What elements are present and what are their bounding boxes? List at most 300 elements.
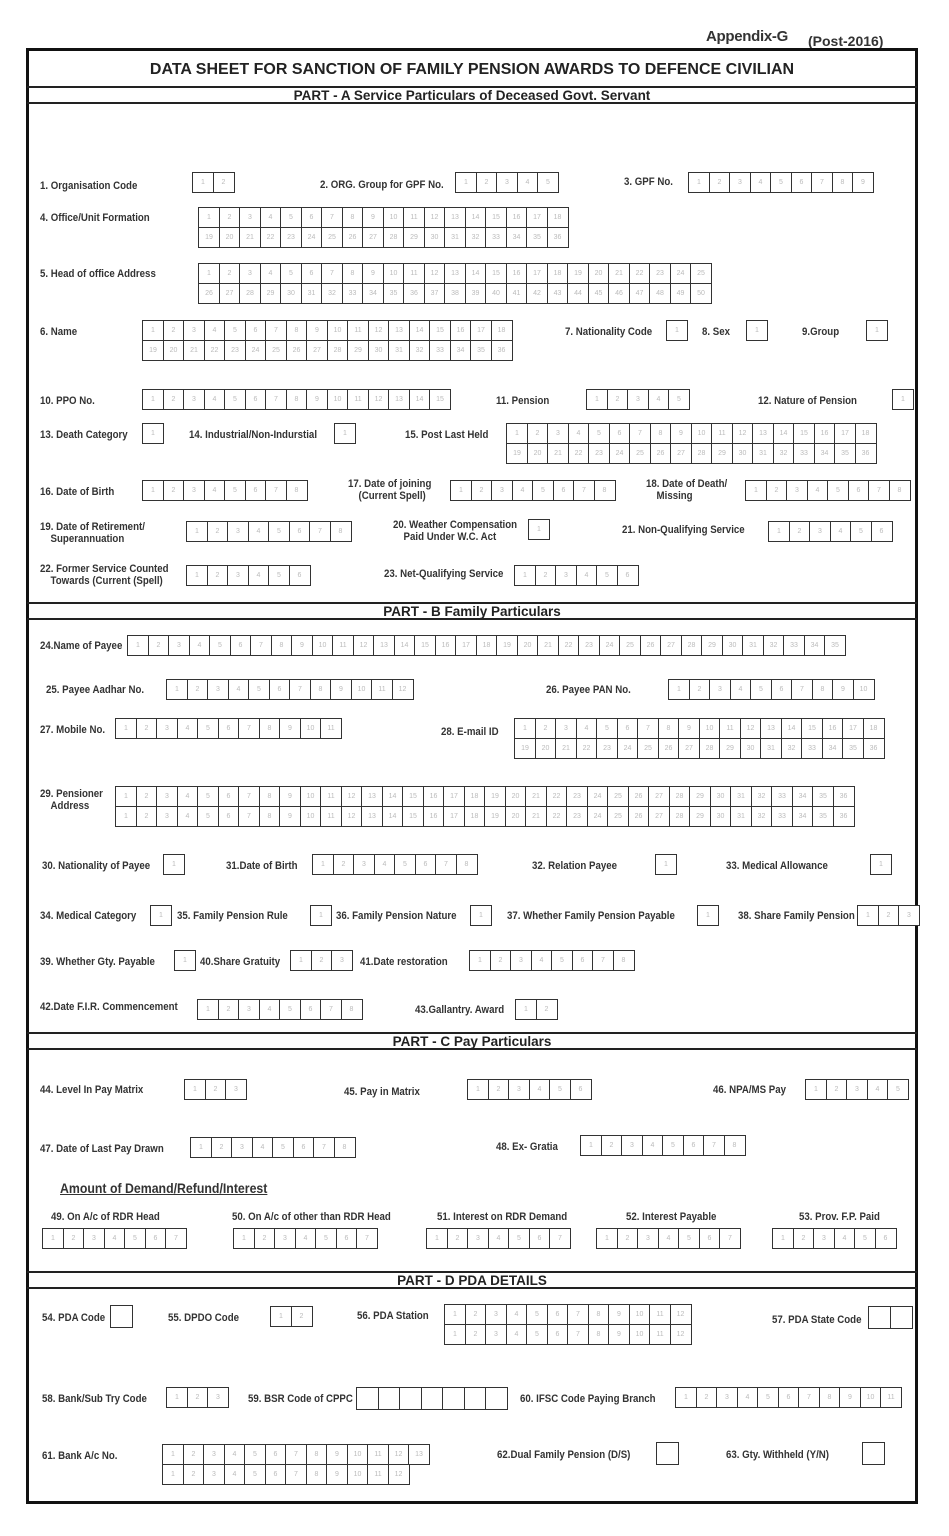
char-box[interactable]: 32 — [409, 340, 431, 361]
field-input-f25[interactable] — [166, 679, 412, 699]
char-box[interactable]: 17 — [443, 806, 465, 827]
char-box[interactable]: 1 — [184, 1079, 206, 1100]
char-box[interactable]: 2 — [136, 806, 158, 827]
char-box[interactable]: 47 — [629, 283, 651, 304]
field-input-f8[interactable] — [746, 320, 767, 340]
char-box[interactable]: 32 — [751, 786, 773, 807]
char-box[interactable]: 26 — [650, 443, 672, 464]
char-box[interactable]: 1 — [127, 635, 149, 656]
char-box[interactable]: 40 — [485, 283, 507, 304]
char-box[interactable]: 5 — [315, 1228, 337, 1249]
char-box[interactable]: 17 — [526, 263, 548, 284]
field-input-f13[interactable] — [142, 423, 163, 443]
char-box[interactable]: 8 — [658, 718, 680, 739]
char-box[interactable]: 14 — [409, 320, 431, 341]
char-box[interactable]: 25 — [265, 340, 287, 361]
char-box[interactable]: 1 — [857, 905, 879, 926]
char-box[interactable]: 6 — [289, 521, 311, 542]
char-box[interactable]: 7 — [549, 1228, 571, 1249]
char-box[interactable]: 7 — [289, 679, 311, 700]
char-box[interactable]: 28 — [383, 227, 405, 248]
char-box[interactable]: 24 — [301, 227, 323, 248]
char-box[interactable]: 10 — [300, 786, 322, 807]
field-input-f27[interactable] — [115, 718, 341, 738]
char-box[interactable]: 2 — [187, 1387, 209, 1408]
char-box[interactable]: 23 — [566, 786, 588, 807]
char-box[interactable]: 9 — [326, 1444, 348, 1465]
char-box[interactable]: 6 — [529, 1228, 551, 1249]
char-box[interactable]: 9 — [279, 786, 301, 807]
char-box[interactable]: 10 — [860, 1387, 882, 1408]
char-box[interactable]: 8 — [889, 480, 911, 501]
char-box[interactable]: 1 — [142, 423, 164, 444]
char-box[interactable]: 4 — [506, 1304, 528, 1325]
char-box[interactable]: 26 — [640, 635, 662, 656]
char-box[interactable]: 8 — [286, 389, 308, 410]
char-box[interactable]: 4 — [576, 718, 598, 739]
char-box[interactable]: 9 — [832, 679, 854, 700]
field-input-f54[interactable] — [110, 1305, 132, 1327]
char-box[interactable]: 11 — [320, 806, 342, 827]
char-box[interactable]: 29 — [719, 738, 741, 759]
char-box[interactable]: 2 — [207, 565, 229, 586]
char-box[interactable]: 11 — [320, 718, 342, 739]
char-box[interactable]: 2 — [183, 1444, 205, 1465]
char-box[interactable]: 2 — [471, 480, 493, 501]
char-box[interactable]: 35 — [834, 443, 856, 464]
char-box[interactable]: 6 — [547, 1324, 569, 1345]
char-box[interactable]: 2 — [163, 320, 185, 341]
char-box[interactable]: 14 — [409, 389, 431, 410]
char-box[interactable]: 3 — [207, 1387, 229, 1408]
char-box[interactable]: 22 — [568, 443, 590, 464]
char-box[interactable]: 9 — [852, 172, 874, 193]
char-box[interactable]: 26 — [628, 786, 650, 807]
char-box[interactable]: 22 — [629, 263, 651, 284]
char-box[interactable]: 36 — [833, 786, 855, 807]
char-box[interactable]: 13 — [752, 423, 774, 444]
char-box[interactable]: 12 — [388, 1464, 410, 1485]
char-box[interactable]: 6 — [570, 1079, 592, 1100]
char-box[interactable]: 4 — [488, 1228, 510, 1249]
char-box[interactable]: 19 — [506, 443, 528, 464]
char-box[interactable]: 17 — [842, 718, 864, 739]
char-box[interactable]: 3 — [225, 1079, 247, 1100]
char-box[interactable]: 9 — [306, 320, 328, 341]
char-box[interactable]: 8 — [259, 786, 281, 807]
char-box[interactable]: 3 — [207, 679, 229, 700]
char-box[interactable]: 4 — [224, 1464, 246, 1485]
char-box[interactable]: 11 — [347, 389, 369, 410]
char-box[interactable]: 6 — [145, 1228, 167, 1249]
field-input-f17[interactable] — [450, 480, 614, 500]
char-box[interactable]: 31 — [730, 786, 752, 807]
char-box[interactable]: 20 — [588, 263, 610, 284]
field-input-f6[interactable] — [142, 320, 511, 359]
char-box[interactable]: 9 — [670, 423, 692, 444]
char-box[interactable]: 5 — [596, 718, 618, 739]
char-box[interactable]: 1 — [745, 480, 767, 501]
char-box[interactable]: 25 — [690, 263, 712, 284]
char-box[interactable]: 2 — [535, 718, 557, 739]
char-box[interactable]: 35 — [526, 227, 548, 248]
char-box[interactable]: 13 — [388, 320, 410, 341]
char-box[interactable]: 11 — [649, 1324, 671, 1345]
char-box[interactable]: 4 — [189, 635, 211, 656]
char-box[interactable]: 31 — [730, 806, 752, 827]
char-box[interactable]: 1 — [675, 1387, 697, 1408]
char-box[interactable]: 7 — [238, 718, 260, 739]
char-box[interactable]: 32 — [773, 443, 795, 464]
char-box[interactable]: 5 — [537, 172, 559, 193]
char-box[interactable]: 22 — [558, 635, 580, 656]
char-box[interactable]: 1 — [668, 679, 690, 700]
char-box[interactable]: 3 — [496, 172, 518, 193]
char-box[interactable]: 4 — [750, 172, 772, 193]
char-box[interactable]: 5 — [678, 1228, 700, 1249]
char-box[interactable]: 12 — [670, 1304, 692, 1325]
char-box[interactable]: 3 — [156, 806, 178, 827]
char-box[interactable]: 4 — [248, 521, 270, 542]
char-box[interactable]: 30 — [722, 635, 744, 656]
char-box[interactable]: 1 — [892, 389, 914, 410]
char-box[interactable]: 13 — [361, 786, 383, 807]
char-box[interactable] — [399, 1387, 422, 1410]
char-box[interactable]: 4 — [374, 854, 396, 875]
char-box[interactable]: 27 — [660, 635, 682, 656]
char-box[interactable]: 5 — [551, 950, 573, 971]
char-box[interactable]: 1 — [515, 999, 537, 1020]
char-box[interactable]: 31 — [444, 227, 466, 248]
char-box[interactable]: 3 — [786, 480, 808, 501]
char-box[interactable]: 2 — [696, 1387, 718, 1408]
char-box[interactable]: 6 — [301, 263, 323, 284]
char-box[interactable]: 16 — [506, 263, 528, 284]
char-box[interactable] — [421, 1387, 444, 1410]
char-box[interactable]: 1 — [746, 320, 768, 341]
char-box[interactable]: 7 — [703, 1135, 725, 1156]
char-box[interactable]: 17 — [455, 635, 477, 656]
char-box[interactable]: 16 — [450, 320, 472, 341]
char-box[interactable]: 8 — [588, 1324, 610, 1345]
char-box[interactable]: 12 — [670, 1324, 692, 1345]
char-box[interactable]: 3 — [637, 1228, 659, 1249]
char-box[interactable]: 8 — [456, 854, 478, 875]
char-box[interactable]: 10 — [629, 1304, 651, 1325]
char-box[interactable]: 10 — [300, 718, 322, 739]
char-box[interactable]: 35 — [470, 340, 492, 361]
char-box[interactable]: 1 — [166, 679, 188, 700]
char-box[interactable]: 1 — [688, 172, 710, 193]
char-box[interactable]: 15 — [485, 263, 507, 284]
field-input-f59[interactable] — [356, 1387, 507, 1409]
char-box[interactable]: 3 — [709, 679, 731, 700]
char-box[interactable]: 15 — [801, 718, 823, 739]
char-box[interactable]: 9 — [330, 679, 352, 700]
char-box[interactable]: 20 — [527, 443, 549, 464]
char-box[interactable]: 4 — [177, 786, 199, 807]
field-input-f14[interactable] — [334, 423, 355, 443]
char-box[interactable]: 3 — [547, 423, 569, 444]
char-box[interactable]: 32 — [751, 806, 773, 827]
char-box[interactable]: 35 — [824, 635, 846, 656]
char-box[interactable]: 39 — [465, 283, 487, 304]
char-box[interactable]: 36 — [403, 283, 425, 304]
char-box[interactable]: 21 — [608, 263, 630, 284]
char-box[interactable]: 33 — [429, 340, 451, 361]
char-box[interactable]: 1 — [426, 1228, 448, 1249]
char-box[interactable]: 5 — [757, 1387, 779, 1408]
char-box[interactable]: 16 — [435, 635, 457, 656]
char-box[interactable]: 4 — [834, 1228, 856, 1249]
char-box[interactable]: 46 — [608, 283, 630, 304]
char-box[interactable]: 32 — [763, 635, 785, 656]
char-box[interactable]: 11 — [403, 207, 425, 228]
char-box[interactable]: 7 — [592, 950, 614, 971]
char-box[interactable]: 1 — [198, 207, 220, 228]
char-box[interactable]: 5 — [850, 521, 872, 542]
char-box[interactable]: 22 — [546, 806, 568, 827]
char-box[interactable]: 11 — [403, 263, 425, 284]
char-box[interactable]: 1 — [142, 320, 164, 341]
char-box[interactable]: 5 — [248, 679, 270, 700]
char-box[interactable]: 3 — [621, 1135, 643, 1156]
field-input-f42[interactable] — [197, 999, 361, 1019]
field-input-f22[interactable] — [186, 565, 309, 585]
char-box[interactable]: 12 — [341, 786, 363, 807]
field-input-f49[interactable] — [42, 1228, 186, 1248]
char-box[interactable]: 20 — [505, 786, 527, 807]
char-box[interactable]: 5 — [526, 1324, 548, 1345]
char-box[interactable]: 6 — [771, 679, 793, 700]
char-box[interactable]: 1 — [666, 320, 688, 341]
char-box[interactable]: 4 — [224, 1444, 246, 1465]
char-box[interactable]: 1 — [772, 1228, 794, 1249]
char-box[interactable]: 32 — [465, 227, 487, 248]
char-box[interactable]: 6 — [609, 423, 631, 444]
field-input-f51[interactable] — [426, 1228, 570, 1248]
char-box[interactable]: 13 — [373, 635, 395, 656]
char-box[interactable]: 33 — [485, 227, 507, 248]
char-box[interactable]: 2 — [488, 1079, 510, 1100]
char-box[interactable]: 4 — [506, 1324, 528, 1345]
field-input-f3[interactable] — [688, 172, 873, 192]
char-box[interactable]: 6 — [415, 854, 437, 875]
field-input-f9[interactable] — [866, 320, 887, 340]
char-box[interactable]: 7 — [285, 1464, 307, 1485]
char-box[interactable]: 15 — [402, 806, 424, 827]
char-box[interactable]: 30 — [368, 340, 390, 361]
char-box[interactable]: 7 — [285, 1444, 307, 1465]
char-box[interactable]: 5 — [124, 1228, 146, 1249]
char-box[interactable]: 27 — [670, 443, 692, 464]
char-box[interactable]: 2 — [219, 207, 241, 228]
char-box[interactable]: 34 — [822, 738, 844, 759]
char-box[interactable]: 31 — [742, 635, 764, 656]
char-box[interactable]: 22 — [546, 786, 568, 807]
char-box[interactable]: 12 — [732, 423, 754, 444]
char-box[interactable]: 26 — [658, 738, 680, 759]
field-input-f48[interactable] — [580, 1135, 744, 1155]
char-box[interactable]: 13 — [408, 1444, 430, 1465]
char-box[interactable]: 25 — [629, 443, 651, 464]
char-box[interactable]: 8 — [259, 718, 281, 739]
char-box[interactable]: 27 — [306, 340, 328, 361]
char-box[interactable]: 1 — [444, 1324, 466, 1345]
char-box[interactable]: 12 — [740, 718, 762, 739]
char-box[interactable]: 36 — [547, 227, 569, 248]
char-box[interactable]: 33 — [771, 806, 793, 827]
char-box[interactable]: 5 — [280, 263, 302, 284]
char-box[interactable]: 7 — [309, 521, 331, 542]
char-box[interactable]: 2 — [136, 718, 158, 739]
char-box[interactable]: 8 — [588, 1304, 610, 1325]
char-box[interactable]: 35 — [812, 786, 834, 807]
char-box[interactable]: 3 — [353, 854, 375, 875]
char-box[interactable]: 5 — [394, 854, 416, 875]
char-box[interactable]: 4 — [568, 423, 590, 444]
char-box[interactable]: 3 — [555, 565, 577, 586]
char-box[interactable]: 8 — [832, 172, 854, 193]
char-box[interactable]: 6 — [300, 999, 322, 1020]
char-box[interactable]: 2 — [213, 172, 235, 193]
char-box[interactable]: 2 — [63, 1228, 85, 1249]
char-box[interactable]: 19 — [484, 786, 506, 807]
char-box[interactable]: 11 — [347, 320, 369, 341]
char-box[interactable]: 8 — [594, 480, 616, 501]
char-box[interactable]: 20 — [535, 738, 557, 759]
char-box[interactable]: 10 — [300, 806, 322, 827]
char-box[interactable]: 24 — [670, 263, 692, 284]
char-box[interactable]: 2 — [465, 1304, 487, 1325]
char-box[interactable]: 15 — [414, 635, 436, 656]
char-box[interactable]: 27 — [219, 283, 241, 304]
char-box[interactable]: 34 — [792, 786, 814, 807]
char-box[interactable]: 43 — [547, 283, 569, 304]
char-box[interactable]: 21 — [239, 227, 261, 248]
char-box[interactable]: 11 — [711, 423, 733, 444]
char-box[interactable] — [110, 1305, 133, 1328]
char-box[interactable]: 15 — [485, 207, 507, 228]
field-input-f30[interactable] — [163, 854, 184, 874]
char-box[interactable]: 1 — [334, 423, 356, 444]
char-box[interactable]: 35 — [812, 806, 834, 827]
char-box[interactable]: 24 — [587, 806, 609, 827]
char-box[interactable]: 6 — [875, 1228, 897, 1249]
char-box[interactable] — [862, 1442, 885, 1465]
char-box[interactable]: 7 — [320, 999, 342, 1020]
char-box[interactable]: 10 — [383, 263, 405, 284]
field-input-f24[interactable] — [127, 635, 845, 655]
char-box[interactable]: 24 — [617, 738, 639, 759]
char-box[interactable]: 34 — [804, 635, 826, 656]
char-box[interactable]: 4 — [737, 1387, 759, 1408]
field-input-f31[interactable] — [312, 854, 476, 874]
char-box[interactable]: 7 — [435, 854, 457, 875]
char-box[interactable]: 5 — [280, 207, 302, 228]
char-box[interactable]: 1 — [142, 389, 164, 410]
char-box[interactable]: 13 — [760, 718, 782, 739]
char-box[interactable]: 13 — [444, 207, 466, 228]
char-box[interactable]: 31 — [752, 443, 774, 464]
char-box[interactable]: 7 — [165, 1228, 187, 1249]
char-box[interactable]: 25 — [607, 786, 629, 807]
char-box[interactable] — [464, 1387, 487, 1410]
char-box[interactable]: 9 — [608, 1324, 630, 1345]
char-box[interactable]: 11 — [880, 1387, 902, 1408]
char-box[interactable]: 3 — [168, 635, 190, 656]
char-box[interactable]: 3 — [227, 521, 249, 542]
char-box[interactable]: 17 — [443, 786, 465, 807]
char-box[interactable]: 23 — [588, 443, 610, 464]
char-box[interactable]: 2 — [183, 1464, 205, 1485]
char-box[interactable]: 12 — [368, 320, 390, 341]
field-input-f62[interactable] — [656, 1442, 678, 1464]
char-box[interactable]: 15 — [793, 423, 815, 444]
char-box[interactable]: 18 — [464, 786, 486, 807]
char-box[interactable]: 5 — [532, 480, 554, 501]
char-box[interactable]: 6 — [848, 480, 870, 501]
char-box[interactable]: 29 — [403, 227, 425, 248]
char-box[interactable]: 3 — [729, 172, 751, 193]
char-box[interactable]: 6 — [699, 1228, 721, 1249]
char-box[interactable]: 3 — [231, 1137, 253, 1158]
char-box[interactable]: 30 — [732, 443, 754, 464]
char-box[interactable]: 3 — [156, 786, 178, 807]
char-box[interactable]: 12 — [353, 635, 375, 656]
char-box[interactable]: 1 — [528, 519, 550, 540]
char-box[interactable] — [868, 1306, 891, 1329]
char-box[interactable]: 36 — [863, 738, 885, 759]
char-box[interactable]: 14 — [382, 786, 404, 807]
char-box[interactable]: 12 — [424, 207, 446, 228]
char-box[interactable]: 41 — [506, 283, 528, 304]
char-box[interactable]: 6 — [617, 565, 639, 586]
field-input-f38[interactable] — [857, 905, 919, 925]
char-box[interactable]: 3 — [183, 480, 205, 501]
char-box[interactable]: 1 — [190, 1137, 212, 1158]
field-input-f52[interactable] — [596, 1228, 740, 1248]
char-box[interactable]: 12 — [341, 806, 363, 827]
char-box[interactable]: 8 — [259, 806, 281, 827]
char-box[interactable]: 15 — [429, 320, 451, 341]
char-box[interactable]: 6 — [218, 718, 240, 739]
char-box[interactable]: 5 — [224, 389, 246, 410]
char-box[interactable]: 2 — [826, 1079, 848, 1100]
char-box[interactable]: 24 — [245, 340, 267, 361]
char-box[interactable]: 7 — [573, 480, 595, 501]
char-box[interactable]: 1 — [115, 806, 137, 827]
char-box[interactable]: 16 — [814, 423, 836, 444]
char-box[interactable]: 16 — [423, 786, 445, 807]
char-box[interactable]: 4 — [867, 1079, 889, 1100]
char-box[interactable]: 20 — [517, 635, 539, 656]
char-box[interactable]: 34 — [450, 340, 472, 361]
char-box[interactable]: 1 — [580, 1135, 602, 1156]
char-box[interactable]: 27 — [362, 227, 384, 248]
char-box[interactable]: 6 — [301, 207, 323, 228]
char-box[interactable]: 5 — [224, 480, 246, 501]
field-input-f4[interactable] — [198, 207, 567, 246]
char-box[interactable]: 2 — [476, 172, 498, 193]
char-box[interactable]: 1 — [270, 1306, 292, 1327]
char-box[interactable]: 9 — [291, 635, 313, 656]
char-box[interactable]: 32 — [321, 283, 343, 304]
field-input-f50[interactable] — [233, 1228, 377, 1248]
char-box[interactable]: 7 — [265, 389, 287, 410]
char-box[interactable]: 2 — [205, 1079, 227, 1100]
field-input-f20[interactable] — [528, 519, 549, 539]
